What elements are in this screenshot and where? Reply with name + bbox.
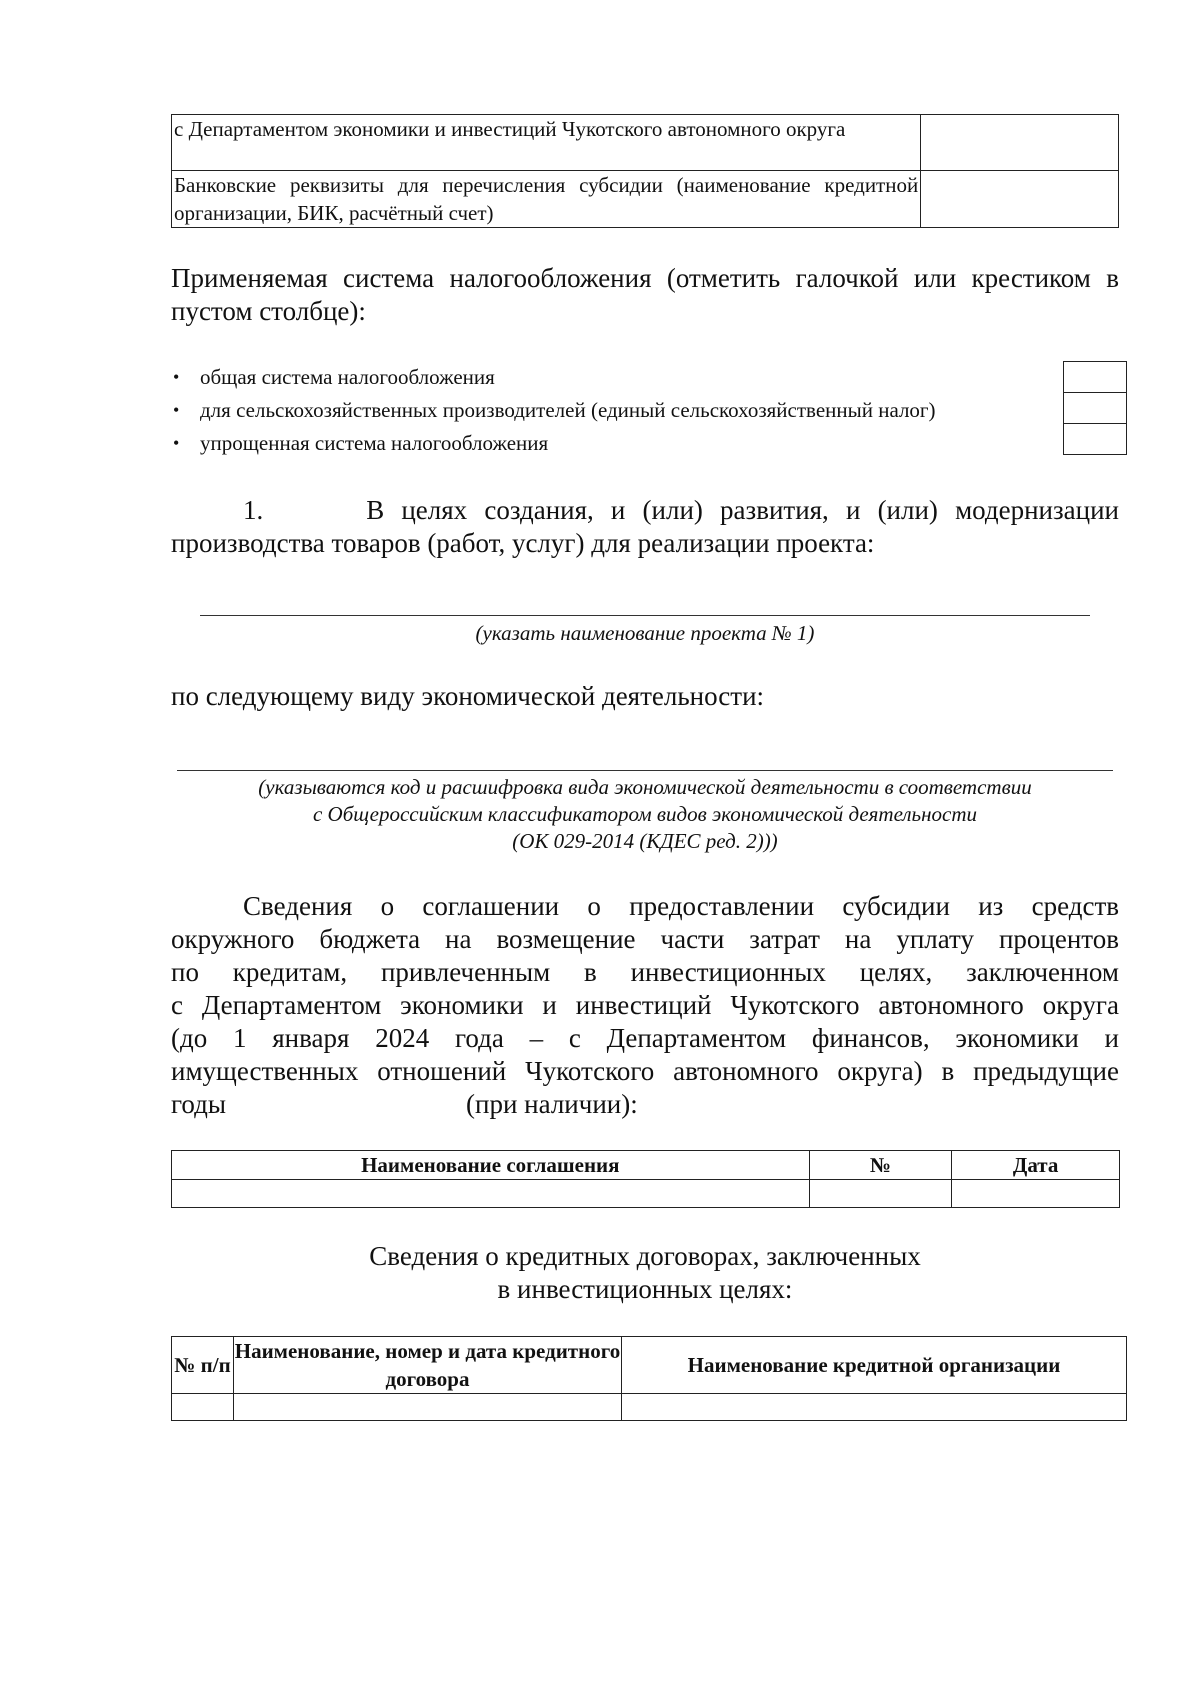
tax-option-simplified: упрощенная система налогообложения	[200, 431, 549, 455]
tax-option-agricultural: для сельскохозяйственных производителей (единый сельскохозяйственный налог)	[200, 398, 936, 422]
bullet-icon: •	[173, 433, 180, 453]
bullet-icon: •	[173, 400, 180, 420]
credit-organization-header: Наименование кредитной организации	[622, 1337, 1127, 1394]
project-name-line[interactable]	[200, 615, 1090, 616]
tax-agricultural-checkbox[interactable]	[1064, 393, 1127, 424]
tax-system-title: Применяемая система налогообложения (отметить галочкой или крестиком в пустом столбце):	[171, 263, 1119, 326]
table-row	[172, 115, 1119, 171]
agreement-number-header: №	[809, 1151, 952, 1180]
table-header-row	[172, 1337, 1127, 1394]
section-number: 1.	[243, 495, 264, 525]
section-1-line-1: 1. В целях создания, и (или) развития, и (или) модернизации	[243, 495, 1120, 525]
table-row	[172, 1180, 1120, 1208]
section-1-paragraph	[171, 494, 1119, 560]
list-item	[171, 427, 1071, 460]
row-number-header: № п/п	[172, 1337, 234, 1394]
table-header-row	[172, 1151, 1120, 1180]
tax-system-list	[171, 361, 1071, 460]
list-item	[171, 394, 1071, 427]
bullet-icon: •	[173, 367, 180, 387]
credit-organization-cell[interactable]	[622, 1394, 1127, 1421]
bank-details-table	[171, 114, 1119, 228]
bank-details-value-cell[interactable]	[921, 171, 1119, 228]
tax-general-checkbox[interactable]	[1064, 362, 1127, 393]
table-row	[172, 1394, 1127, 1421]
credit-agreements-table	[171, 1336, 1127, 1421]
list-item	[171, 361, 1071, 394]
activity-code-hint: (указываются код и расшифровка вида экономической деятельности в соответствии с Общероссийским классификатором видов экономической деятельности (ОК 029-2014 (КДЕС ред. 2)))	[258, 775, 1032, 853]
agreement-date-cell[interactable]	[952, 1180, 1120, 1208]
activity-type-title: по следующему виду экономической деятельности:	[171, 681, 765, 711]
agreements-paragraph: Сведения о соглашении о предоставлении субсидии из средств окружного бюджета на возмещение части затрат на уплату процентов по кредитам, привлеченным в инвестиционных целях, заключенном с Департаментом экономики и инвестиций Чукотского автономного округа (до 1 января 2024 года – с Департаментом финансов, экономики и имущественных отношений Чукотского автономного округа) в предыдущие годы (при наличии):	[171, 891, 1119, 1119]
section-1-line-2: производства товаров (работ, услуг) для реализации проекта:	[171, 528, 875, 558]
tax-simplified-checkbox[interactable]	[1064, 424, 1127, 455]
agreement-name-cell[interactable]	[172, 1180, 810, 1208]
activity-code-line[interactable]	[177, 770, 1113, 771]
department-value-cell[interactable]	[921, 115, 1119, 171]
agreement-number-cell[interactable]	[809, 1180, 952, 1208]
credit-agreements-title: Сведения о кредитных договорах, заключенных в инвестиционных целях:	[369, 1241, 921, 1304]
row-number-cell[interactable]	[172, 1394, 234, 1421]
department-label: с Департаментом экономики и инвестиций Чукотского автономного округа	[172, 115, 921, 171]
agreements-table	[171, 1150, 1120, 1208]
table-row	[172, 171, 1119, 228]
credit-contract-header: Наименование, номер и дата кредитного договора	[234, 1337, 622, 1394]
agreement-date-header: Дата	[952, 1151, 1120, 1180]
project-name-hint: (указать наименование проекта № 1)	[475, 621, 815, 645]
tax-checkbox-column	[1063, 361, 1127, 455]
tax-option-general: общая система налогообложения	[200, 365, 495, 389]
agreement-name-header: Наименование соглашения	[172, 1151, 810, 1180]
bank-details-label: Банковские реквизиты для перечисления субсидии (наименование кредитной организации, БИК, расчётный счет)	[172, 171, 921, 228]
credit-contract-cell[interactable]	[234, 1394, 622, 1421]
